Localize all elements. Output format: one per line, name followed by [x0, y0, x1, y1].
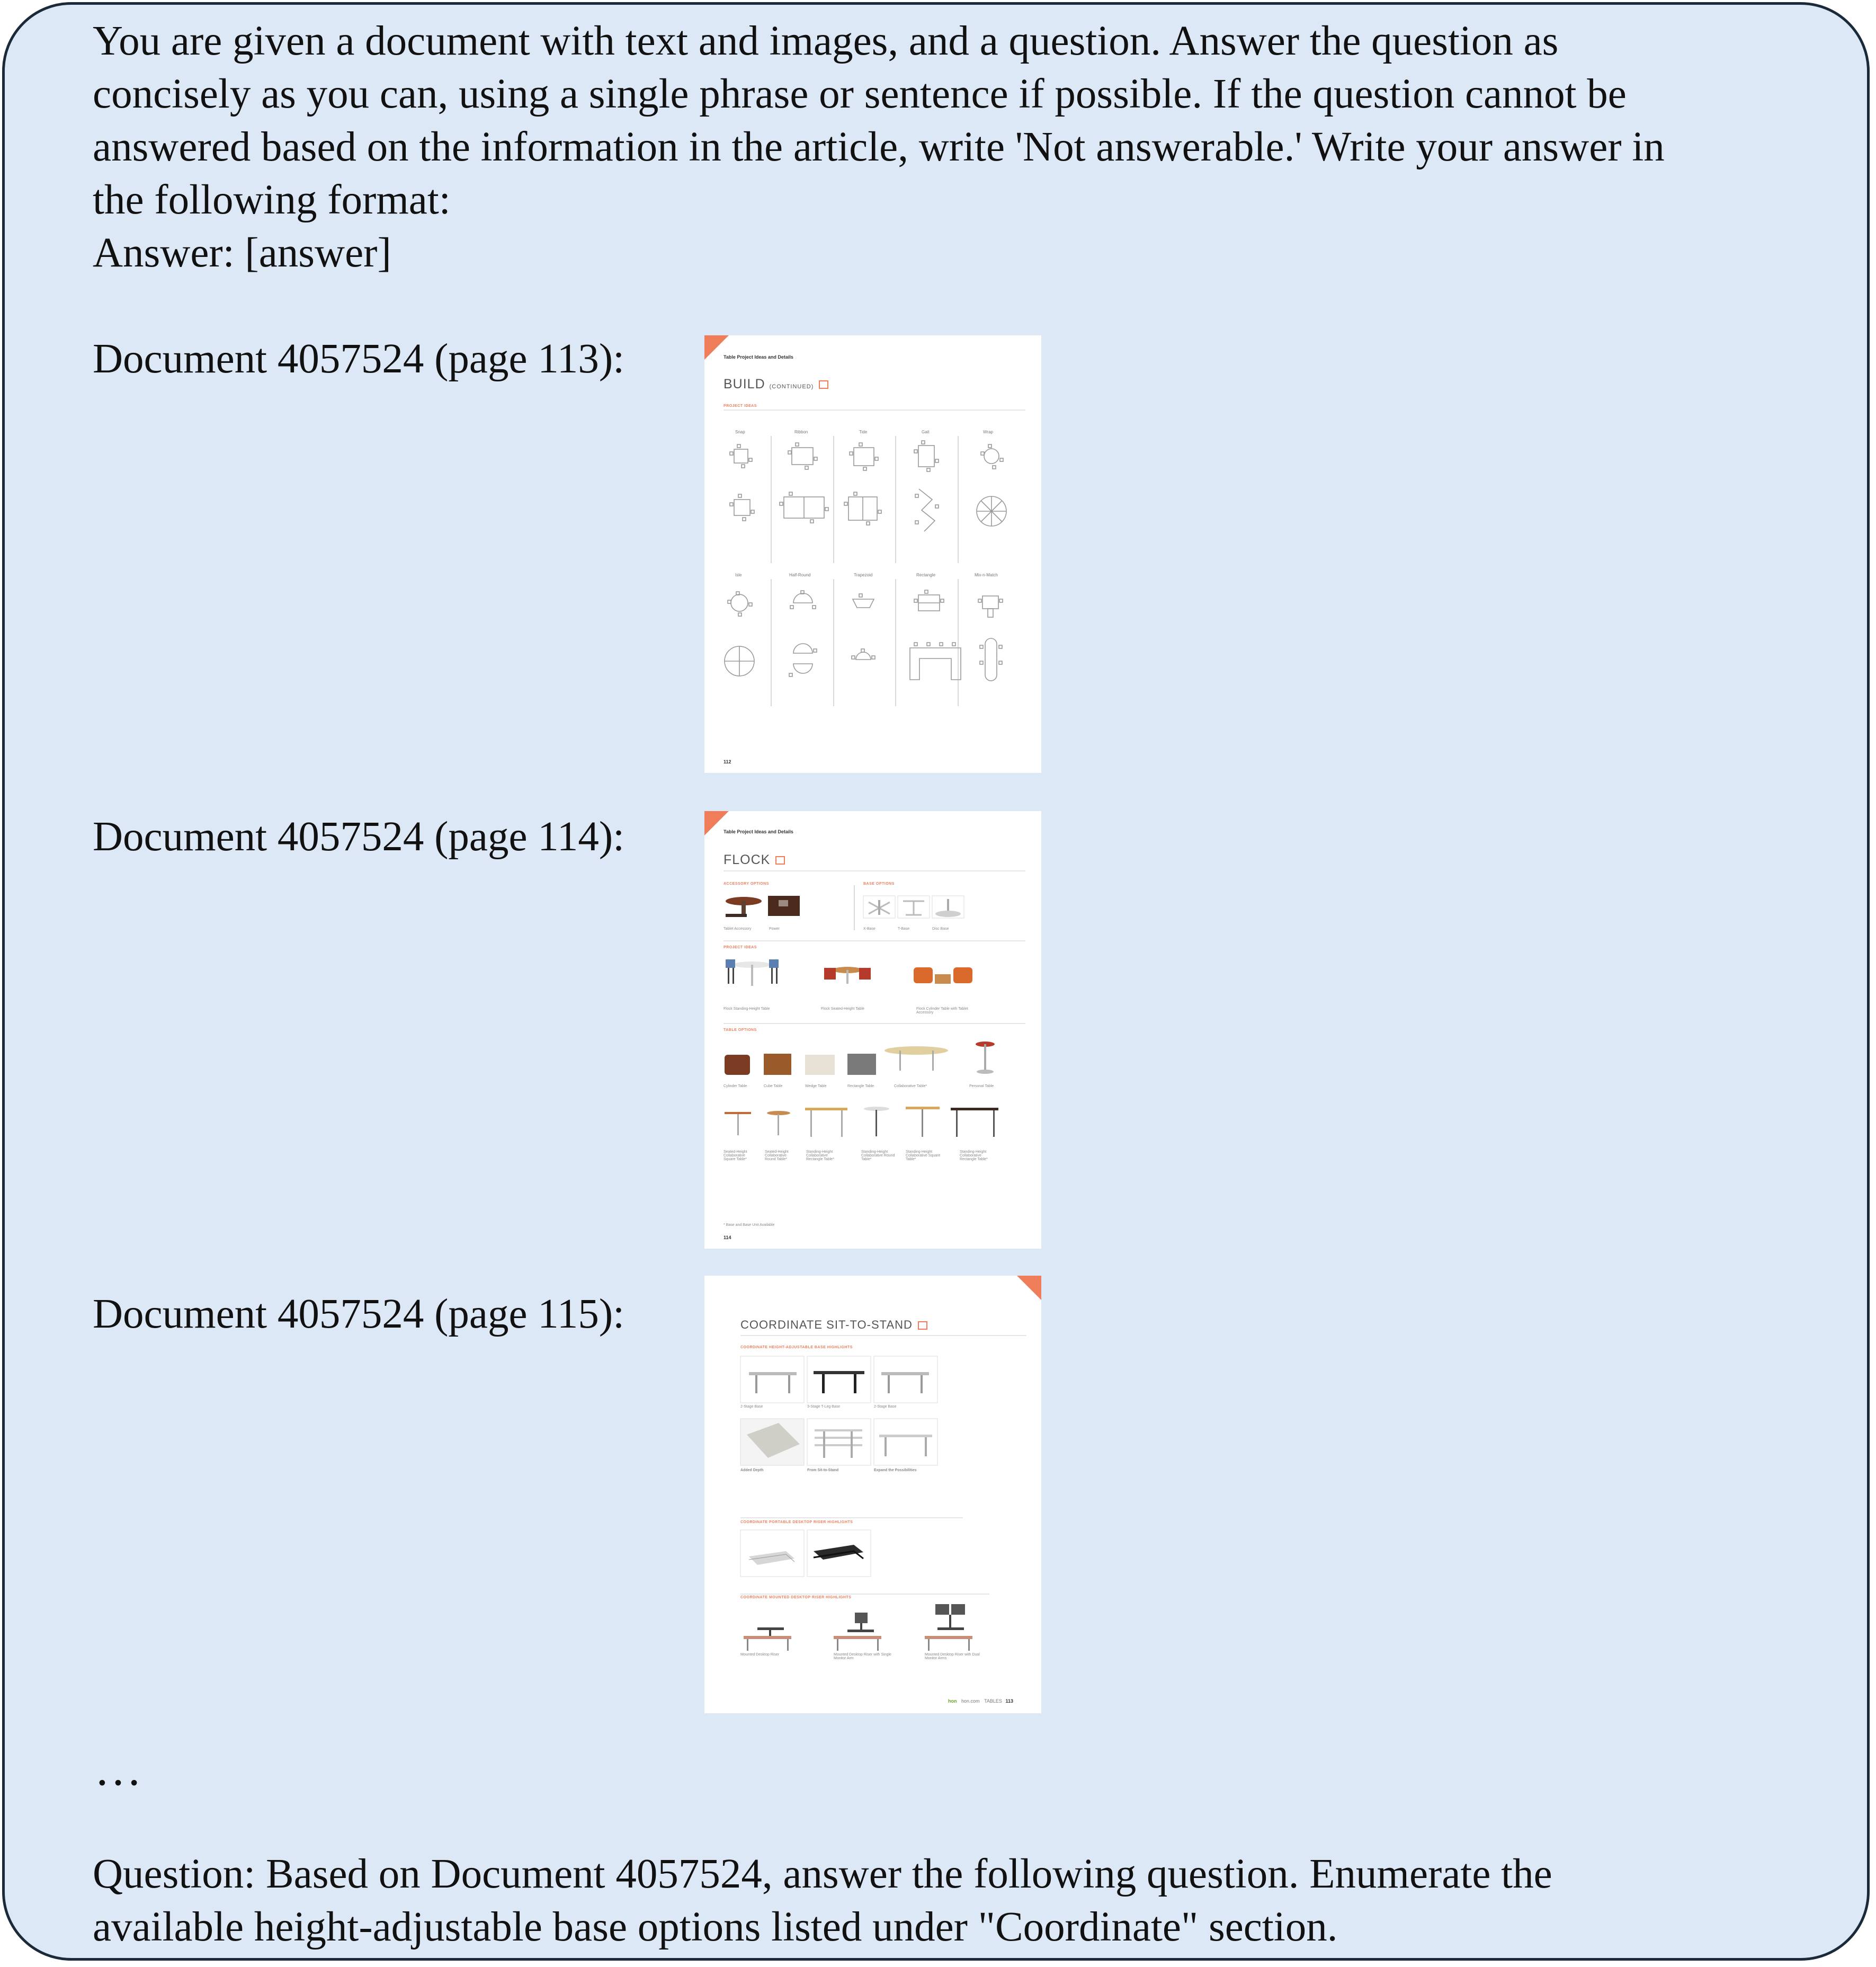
mounted-riser-label: Mounted Desktop Riser — [740, 1653, 780, 1657]
instruction-line: concisely as you can, using a single phrase or sentence if possible. If the question cannot be — [93, 71, 1627, 117]
document-label: Document 4057524 (page 114): — [93, 814, 625, 860]
mounted-riser-label: Mounted Desktop Riser with Single Monitor Arm — [834, 1653, 891, 1660]
column-heading: Half-Round — [789, 573, 811, 577]
mounted-riser-dual-monitor-image — [925, 1604, 972, 1651]
question-line: available height-adjustable base options listed under "Coordinate" section. — [93, 1904, 1338, 1950]
column-heading: Trapezoid — [854, 573, 873, 577]
mounted-riser-label: Mounted Desktop Riser with Dual Monitor Arms — [925, 1653, 980, 1660]
column-heading: Wrap — [983, 430, 993, 434]
layout-diagram — [725, 592, 754, 676]
instructions — [93, 15, 1665, 280]
table-option-images — [704, 811, 1041, 1249]
collaborative-table-image — [864, 1107, 889, 1136]
column-heading: Gait — [922, 430, 930, 434]
base-label: T-Base — [898, 927, 910, 931]
section-heading: COORDINATE HEIGHT-ADJUSTABLE BASE HIGHLIGHTS — [740, 1346, 853, 1349]
table-option-label: Seated-Height Collaborative Round Table* — [765, 1150, 789, 1161]
question-line: Question: Based on Document 4057524, answer the following question. Enumerate the — [93, 1851, 1552, 1897]
mounted-riser-images — [704, 1276, 1041, 1713]
section-heading: COORDINATE PORTABLE DESKTOP RISER HIGHLIGHTS — [740, 1520, 853, 1524]
table-option-label: Cylinder Table — [723, 1084, 747, 1088]
table-option-label: Wedge Table — [805, 1084, 827, 1088]
accessory-label: Power — [769, 927, 780, 931]
layout-diagram — [789, 591, 817, 677]
feature-label: Expand the Possibilities — [874, 1468, 917, 1472]
layout-diagram — [852, 594, 875, 660]
column-heading: Tide — [859, 430, 868, 434]
column-heading: Isle — [735, 573, 742, 577]
section-heading: PROJECT IDEAS — [723, 404, 757, 408]
footer-site: hon.com — [961, 1698, 980, 1704]
base-option-label: 2-Stage Base — [740, 1405, 763, 1409]
table-option-label: Standing-Height Collaborative Round Table* — [861, 1150, 895, 1161]
instruction-line: answered based on the information in the article, write 'Not answerable.' Write your answer in — [93, 124, 1665, 170]
column-heading: Rectangle — [916, 573, 936, 577]
answer-format-line: Answer: [answer] — [93, 230, 391, 276]
mounted-riser-single-monitor-image — [834, 1613, 881, 1651]
mounted-riser-image — [744, 1627, 791, 1651]
page-title-text: FLOCK — [723, 852, 771, 867]
page-header: Table Project Ideas and Details — [723, 354, 793, 360]
collaborative-table-image — [767, 1111, 790, 1135]
section-heading: TABLE OPTIONS — [723, 1028, 757, 1032]
collaborative-table-image — [885, 1046, 948, 1071]
table-option-label: Personal Table — [969, 1084, 994, 1088]
document-label: Document 4057524 (page 115): — [93, 1291, 625, 1337]
page-footer — [948, 1698, 1013, 1704]
section-heading: COORDINATE MOUNTED DESKTOP RISER HIGHLIGHTS — [740, 1596, 852, 1599]
section-heading: BASE OPTIONS — [863, 882, 895, 886]
document-page-thumbnail — [704, 1276, 1041, 1713]
document-page-thumbnail — [704, 811, 1041, 1249]
table-option-label: Collaborative Table* — [894, 1084, 927, 1088]
brand-logo: hon — [948, 1698, 957, 1704]
base-label: X-Base — [863, 927, 876, 931]
ellipsis: … — [94, 1743, 142, 1795]
column-heading: Mix-n-Match — [975, 573, 998, 577]
collaborative-table-image — [805, 1108, 847, 1137]
project-idea-label: Flock Standing-Height Table — [723, 1007, 770, 1011]
question — [93, 1848, 1552, 1954]
layout-diagram — [910, 590, 961, 680]
table-layout-diagrams — [704, 335, 1041, 773]
table-option-label: Standing-Height Collaborative Square Table* — [906, 1150, 941, 1161]
document-label: Document 4057524 (page 113): — [93, 336, 625, 382]
collaborative-table-image — [725, 1112, 751, 1135]
feature-label: Added Depth — [740, 1468, 764, 1472]
page-number: 112 — [723, 759, 731, 764]
page-number: 114 — [723, 1235, 731, 1240]
wedge-table-image — [805, 1055, 835, 1075]
base-option-label: 3-Stage T-Leg Base — [807, 1405, 841, 1409]
column-heading: Snap — [735, 430, 745, 434]
page-title-suffix: (CONTINUED) — [769, 384, 814, 390]
base-label: Disc Base — [932, 927, 949, 931]
table-option-label: Standing-Height Collaborative Rectangle Table* — [806, 1150, 834, 1161]
section-heading: PROJECT IDEAS — [723, 946, 757, 949]
rectangle-table-image — [847, 1054, 876, 1075]
table-option-label: Cube Table — [764, 1084, 783, 1088]
footnote: * Base and Base Unit Available — [723, 1223, 775, 1227]
base-option-label: 2-Stage Base — [874, 1405, 897, 1409]
accessory-label: Tablet Accessory — [723, 927, 752, 931]
project-idea-label: Flock Cylinder Table with Tablet Accessory — [916, 1007, 968, 1014]
instruction-line: the following format: — [93, 177, 451, 223]
layout-diagram — [978, 596, 1003, 681]
page-number: 113 — [1005, 1698, 1013, 1704]
personal-table-image — [976, 1042, 995, 1074]
page-title-text: COORDINATE SIT-TO-STAND — [740, 1318, 913, 1331]
table-option-label: Standing-Height Collaborative Rectangle Table* — [960, 1150, 988, 1161]
cylinder-table-image — [725, 1055, 750, 1075]
section-heading: ACCESSORY OPTIONS — [723, 882, 769, 886]
footer-section: TABLES — [984, 1698, 1002, 1704]
page-header: Table Project Ideas and Details — [723, 829, 793, 834]
collaborative-table-image — [906, 1107, 940, 1137]
table-option-label: Rectangle Table — [847, 1084, 874, 1088]
document-page-thumbnail — [704, 335, 1041, 773]
table-option-label: Seated-Height Collaborative Square Table* — [723, 1150, 747, 1161]
column-heading: Ribbon — [794, 430, 808, 434]
cube-table-image — [764, 1054, 791, 1075]
collaborative-table-image — [951, 1108, 998, 1137]
project-idea-label: Flock Seated-Height Table — [821, 1007, 864, 1011]
feature-label: From Sit-to-Stand — [807, 1468, 839, 1472]
instruction-line: You are given a document with text and images, and a question. Answer the question as — [93, 18, 1559, 64]
page-title-text: BUILD — [723, 377, 765, 391]
